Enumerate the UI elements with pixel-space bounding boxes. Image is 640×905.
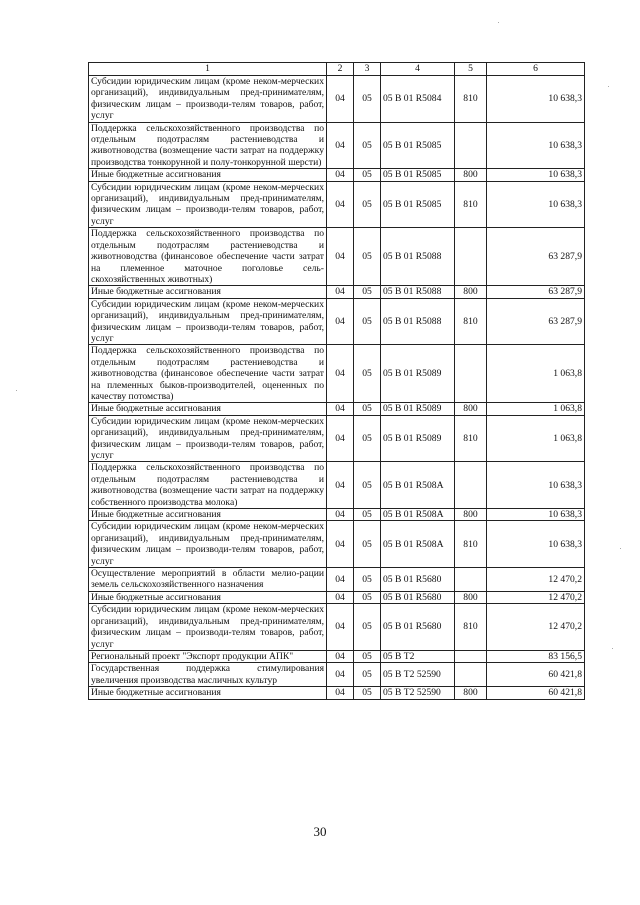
row-name: Поддержка сельскохозяйственного производства по отдельным подотраслям растениеводства и животноводства (финансовое обеспечение части затрат на племенное маточное поголовье сель-скохозяйственных животных) [89,228,327,286]
amount: 63 287,9 [487,298,585,345]
amount: 12 470,2 [487,591,585,603]
subsection-code: 05 [354,568,381,592]
expense-type-code: 810 [455,76,487,123]
target-article-code: 05 В Т2 52590 [381,663,455,687]
section-code: 04 [327,521,354,568]
target-article-code: 05 В 01 R5089 [381,415,455,462]
amount: 10 638,3 [487,462,585,509]
header-row [89,63,585,76]
table-row [89,415,585,462]
scan-speck [620,548,621,549]
section-code: 04 [327,122,354,169]
subsection-code: 05 [354,403,381,415]
target-article-code: 05 В 01 R508А [381,521,455,568]
amount: 10 638,3 [487,181,585,228]
amount: 10 638,3 [487,521,585,568]
row-name: Поддержка сельскохозяйственного производства по отдельным подотраслям растениеводства и животноводства (финансовое обеспечение части затрат на племенных быков-производителей, оцененных по качеству потомства) [89,345,327,403]
row-name: Субсидии юридическим лицам (кроме неком-мерческих организаций), индивидуальным пред-принимателям, физическим лицам – производи-телям товаров, работ, услуг [89,181,327,228]
row-name: Осуществление мероприятий в области мелио-рации земель сельскохозяйственного назначения [89,568,327,592]
target-article-code: 05 В 01 R508А [381,462,455,509]
target-article-code: 05 В 01 R5680 [381,591,455,603]
subsection-code: 05 [354,415,381,462]
row-name: Поддержка сельскохозяйственного производства по отдельным подотраслям растениеводства и животноводства (возмещение части затрат на поддержку собственного производства молока) [89,462,327,509]
table-row [89,663,585,687]
amount: 1 063,8 [487,415,585,462]
table-row [89,345,585,403]
target-article-code: 05 В Т2 52590 [381,687,455,699]
budget-table [88,62,585,700]
table-row [89,687,585,699]
section-code: 04 [327,345,354,403]
row-name: Иные бюджетные ассигнования [89,591,327,603]
row-name: Субсидии юридическим лицам (кроме неком-мерческих организаций), индивидуальным пред-принимателям, физическим лицам – производи-телям товаров, работ, услуг [89,604,327,651]
row-name: Поддержка сельскохозяйственного производства по отдельным подотраслям растениеводства и животноводства (возмещение части затрат на поддержку производства тонкорунной и полу-тонкорунной шерсти) [89,122,327,169]
expense-type-code: 800 [455,687,487,699]
page-number: 30 [313,824,327,839]
scan-speck [498,22,499,23]
expense-type-code: 810 [455,298,487,345]
table-row [89,568,585,592]
header-cell: 4 [381,63,455,76]
target-article-code: 05 В Т2 [381,650,455,662]
section-code: 04 [327,568,354,592]
subsection-code: 05 [354,122,381,169]
header-cell: 6 [487,63,585,76]
row-name: Иные бюджетные ассигнования [89,169,327,181]
header-cell: 3 [354,63,381,76]
row-name: Субсидии юридическим лицам (кроме неком-мерческих организаций), индивидуальным пред-принимателям, физическим лицам – производи-телям товаров, работ, услуг [89,521,327,568]
section-code: 04 [327,286,354,298]
amount: 1 063,8 [487,403,585,415]
target-article-code: 05 В 01 R5088 [381,228,455,286]
subsection-code: 05 [354,462,381,509]
table-row [89,591,585,603]
amount: 10 638,3 [487,122,585,169]
scan-speck [612,648,613,649]
subsection-code: 05 [354,604,381,651]
section-code: 04 [327,509,354,521]
section-code: 04 [327,591,354,603]
amount: 10 638,3 [487,76,585,123]
target-article-code: 05 В 01 R5680 [381,568,455,592]
amount: 60 421,8 [487,687,585,699]
subsection-code: 05 [354,228,381,286]
table-row [89,228,585,286]
subsection-code: 05 [354,521,381,568]
subsection-code: 05 [354,687,381,699]
row-name: Субсидии юридическим лицам (кроме неком-мерческих организаций), индивидуальным пред-принимателям, физическим лицам – производи-телям товаров, работ, услуг [89,415,327,462]
header-cell: 2 [327,63,354,76]
expense-type-code: 800 [455,286,487,298]
subsection-code: 05 [354,298,381,345]
table-row [89,298,585,345]
amount: 1 063,8 [487,345,585,403]
target-article-code: 05 В 01 R5088 [381,286,455,298]
section-code: 04 [327,604,354,651]
subsection-code: 05 [354,509,381,521]
header-cell: 5 [455,63,487,76]
expense-type-code: 810 [455,181,487,228]
amount: 63 287,9 [487,228,585,286]
scan-speck [16,390,17,391]
scan-speck [608,86,609,87]
amount: 63 287,9 [487,286,585,298]
table-row [89,462,585,509]
row-name: Иные бюджетные ассигнования [89,687,327,699]
expense-type-code [455,650,487,662]
table-row [89,122,585,169]
row-name: Иные бюджетные ассигнования [89,286,327,298]
subsection-code: 05 [354,591,381,603]
target-article-code: 05 В 01 R5089 [381,403,455,415]
table-row [89,286,585,298]
header-cell: 1 [89,63,327,76]
expense-type-code: 800 [455,169,487,181]
section-code: 04 [327,650,354,662]
subsection-code: 05 [354,663,381,687]
target-article-code: 05 В 01 R5680 [381,604,455,651]
expense-type-code: 800 [455,403,487,415]
target-article-code: 05 В 01 R5085 [381,169,455,181]
table-row [89,521,585,568]
target-article-code: 05 В 01 R5088 [381,298,455,345]
row-name: Региональный проект "Экспорт продукции АПК" [89,650,327,662]
section-code: 04 [327,403,354,415]
table-row [89,181,585,228]
expense-type-code: 810 [455,604,487,651]
subsection-code: 05 [354,345,381,403]
table-row [89,650,585,662]
subsection-code: 05 [354,76,381,123]
section-code: 04 [327,181,354,228]
section-code: 04 [327,687,354,699]
section-code: 04 [327,228,354,286]
table-row [89,169,585,181]
row-name: Субсидии юридическим лицам (кроме неком-мерческих организаций), индивидуальным пред-принимателям, физическим лицам – производи-телям товаров, работ, услуг [89,76,327,123]
table-row [89,604,585,651]
section-code: 04 [327,298,354,345]
amount: 12 470,2 [487,568,585,592]
expense-type-code: 810 [455,521,487,568]
subsection-code: 05 [354,650,381,662]
expense-type-code: 800 [455,509,487,521]
expense-type-code [455,462,487,509]
row-name: Иные бюджетные ассигнования [89,509,327,521]
target-article-code: 05 В 01 R5084 [381,76,455,123]
amount: 83 156,5 [487,650,585,662]
target-article-code: 05 В 01 R5089 [381,345,455,403]
section-code: 04 [327,169,354,181]
table-row [89,509,585,521]
section-code: 04 [327,76,354,123]
amount: 10 638,3 [487,169,585,181]
row-name: Субсидии юридическим лицам (кроме неком-мерческих организаций), индивидуальным пред-принимателям, физическим лицам – производи-телям товаров, работ, услуг [89,298,327,345]
target-article-code: 05 В 01 R5085 [381,122,455,169]
target-article-code: 05 В 01 R508А [381,509,455,521]
section-code: 04 [327,462,354,509]
expense-type-code [455,228,487,286]
expense-type-code [455,663,487,687]
amount: 12 470,2 [487,604,585,651]
table-row [89,76,585,123]
subsection-code: 05 [354,286,381,298]
target-article-code: 05 В 01 R5085 [381,181,455,228]
table-row [89,403,585,415]
subsection-code: 05 [354,181,381,228]
section-code: 04 [327,415,354,462]
row-name: Государственная поддержка стимулирования увеличения производства масличных культур [89,663,327,687]
row-name: Иные бюджетные ассигнования [89,403,327,415]
expense-type-code [455,122,487,169]
expense-type-code [455,568,487,592]
section-code: 04 [327,663,354,687]
subsection-code: 05 [354,169,381,181]
amount: 10 638,3 [487,509,585,521]
expense-type-code: 800 [455,591,487,603]
expense-type-code [455,345,487,403]
expense-type-code: 810 [455,415,487,462]
amount: 60 421,8 [487,663,585,687]
